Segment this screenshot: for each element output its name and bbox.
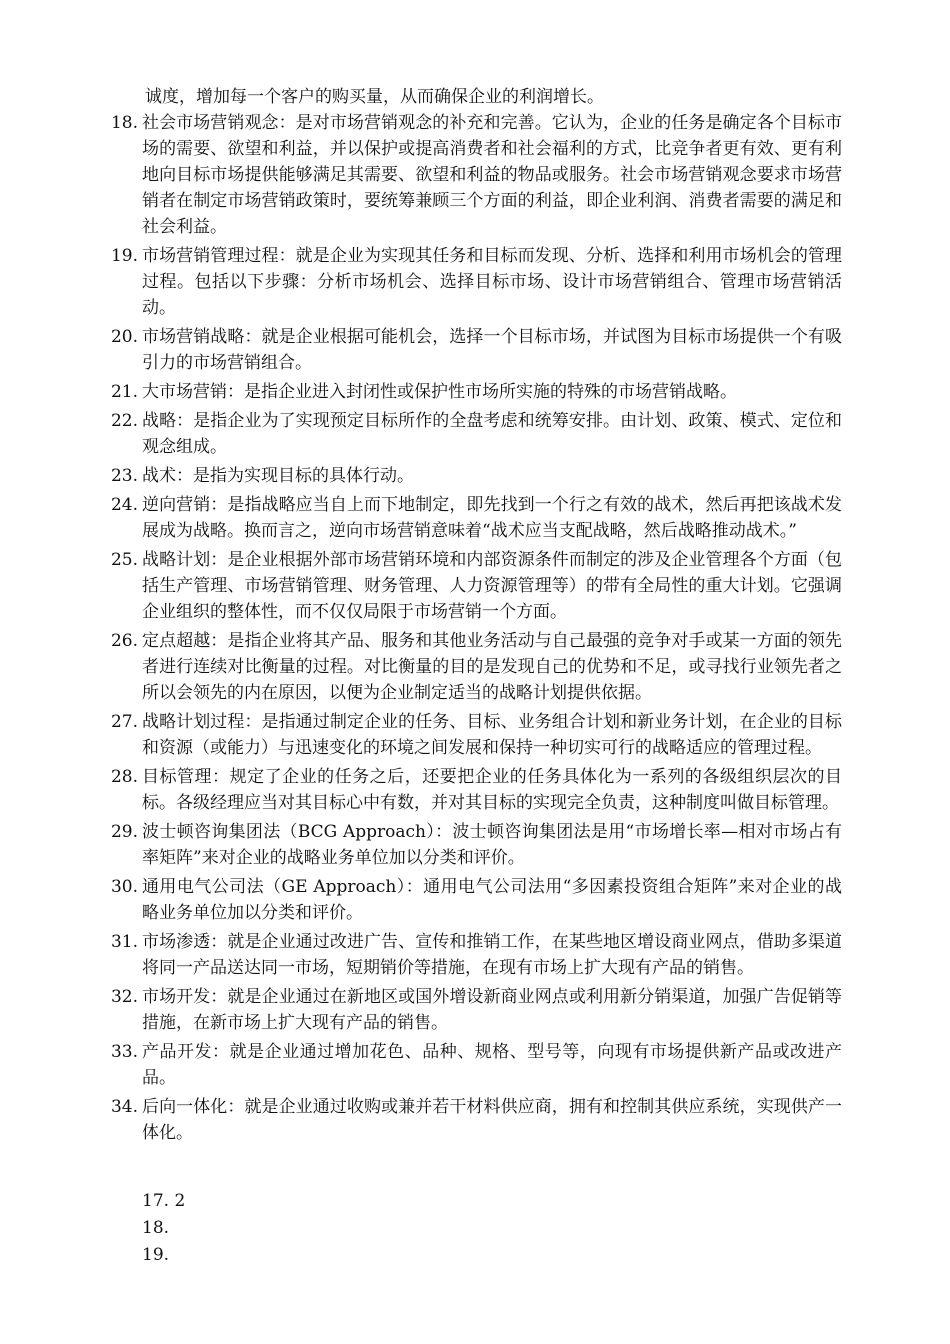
list-item [110,628,842,706]
item-text: 产品开发：就是企业通过增加花色、品种、规格、型号等，向现有市场提供新产品或改进产品。 [142,1042,842,1088]
list-item [110,929,842,981]
item-text: 战略计划：是企业根据外部市场营销环境和内部资源条件而制定的涉及企业管理各个方面（包括生产管理、市场营销管理、财务管理、人力资源管理等）的带有全局性的重大计划。它强调企业组织的整体性，而不仅仅局限于市场营销一个方面。 [142,550,842,622]
list-item [110,379,842,405]
item-number: 23. [110,466,138,486]
item-text: 通用电气公司法（GE Approach）：通用电气公司法用“多因素投资组合矩阵”来对企业的战略业务单位加以分类和评价。 [142,877,842,923]
item-number: 30. [110,877,138,897]
list-item [110,110,842,240]
item-number: 33. [110,1042,138,1062]
item-text: 市场营销战略：就是企业根据可能机会，选择一个目标市场，并试图为目标市场提供一个有吸引力的市场营销组合。 [142,327,842,373]
item-text: 波士顿咨询集团法（BCG Approach）：波士顿咨询集团法是用“市场增长率—相对市场占有率矩阵”来对企业的战略业务单位加以分类和评价。 [142,822,842,868]
item-text: 定点超越：是指企业将其产品、服务和其他业务活动与自己最强的竞争对手或某一方面的领先者进行连续对比衡量的过程。对比衡量的目的是发现自己的优势和不足，或寻找行业领先者之所以会领先的内在原因，以便为企业制定适当的战略计划提供依据。 [142,631,842,703]
list-item [110,764,842,816]
list-item [110,1094,842,1146]
item-text: 战略计划过程：是指通过制定企业的任务、目标、业务组合计划和新业务计划，在企业的目标和资源（或能力）与迅速变化的环境之间发展和保持一种切实可行的战略适应的管理过程。 [142,712,842,758]
item-text: 目标管理：规定了企业的任务之后，还要把企业的任务具体化为一系列的各级组织层次的目标。各级经理应当对其目标心中有数，并对其目标的实现完全负责，这种制度叫做目标管理。 [142,767,842,813]
item-text: 市场营销管理过程：就是企业为实现其任务和目标而发现、分析、选择和利用市场机会的管理过程。包括以下步骤：分析市场机会、选择目标市场、设计市场营销组合、管理市场营销活动。 [142,246,842,318]
trailing-line: 17. 2 [142,1191,186,1211]
item-number: 19. [110,246,138,266]
list-item [110,408,842,460]
item-text: 逆向营销：是指战略应当自上而下地制定，即先找到一个行之有效的战术，然后再把该战术发展成为战略。换而言之，逆向市场营销意味着“战术应当支配战略，然后战略推动战术。” [142,495,842,541]
item-number: 24. [110,495,138,515]
list-item [110,709,842,761]
list-item [110,547,842,625]
list-item [110,492,842,544]
item-number: 26. [110,631,138,651]
item-number: 27. [110,712,138,732]
item-number: 29. [110,822,138,842]
item-number: 32. [110,987,138,1007]
item-text: 大市场营销：是指企业进入封闭性或保护性市场所实施的特殊的市场营销战略。 [142,382,737,402]
list-item [110,984,842,1036]
item-text: 市场开发：就是企业通过在新地区或国外增设新商业网点或利用新分销渠道，加强广告促销等措施，在新市场上扩大现有产品的销售。 [142,987,842,1033]
item-number: 20. [110,327,138,347]
list-item [110,243,842,321]
item-text: 战略：是指企业为了实现预定目标所作的全盘考虑和统筹安排。由计划、政策、模式、定位和观念组成。 [142,411,842,457]
continuation-text: 诚度，增加每一个客户的购买量，从而确保企业的利润增长。 [145,87,604,107]
trailing-line: 18. [142,1218,170,1238]
list-item [110,463,842,489]
item-number: 28. [110,767,138,787]
trailing-line: 19. [142,1245,170,1265]
definition-list [110,84,842,1149]
trailing-numbers [142,1188,185,1269]
list-item [110,819,842,871]
item-text: 社会市场营销观念：是对市场营销观念的补充和完善。它认为，企业的任务是确定各个目标市场的需要、欲望和利益，并以保护或提高消费者和社会福利的方式，比竞争者更有效、更有利地向目标市场提供能够满足其需要、欲望和利益的物品或服务。社会市场营销观念要求市场营销者在制定市场营销政策时，要统筹兼顾三个方面的利益，即企业利润、消费者需要的满足和社会利益。 [142,113,842,237]
item-text: 后向一体化：就是企业通过收购或兼并若干材料供应商，拥有和控制其供应系统，实现供产一体化。 [142,1097,842,1143]
item-number: 34. [110,1097,138,1117]
list-item [110,874,842,926]
item-text: 市场渗透：就是企业通过改进广告、宣传和推销工作，在某些地区增设商业网点，借助多渠道将同一产品送达同一市场，短期销价等措施，在现有市场上扩大现有产品的销售。 [142,932,842,978]
item-number: 18. [110,113,138,133]
list-item [110,1039,842,1091]
list-item [110,324,842,376]
item-number: 31. [110,932,138,952]
item-number: 21. [110,382,138,402]
item-number: 22. [110,411,138,431]
item-number: 25. [110,550,138,570]
item-text: 战术：是指为实现目标的具体行动。 [142,466,414,486]
